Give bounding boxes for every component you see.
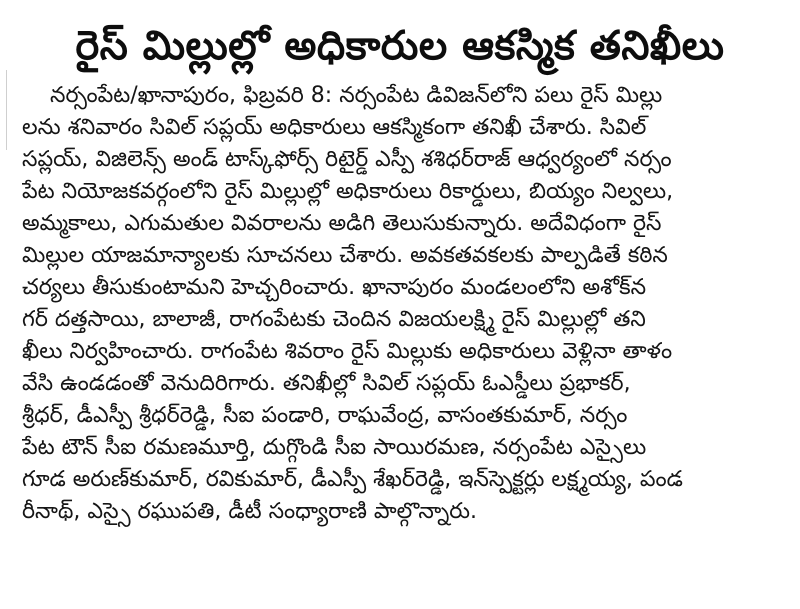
body-line: ఖీలు నిర్వహించారు. రాగంపేట శివరాం రైస్ మిల్లుకు అధికారులు వెళ్లినా తాళం bbox=[22, 339, 673, 364]
column-rule bbox=[6, 70, 7, 150]
article-headline: రైస్ మిల్లుల్లో అధికారుల ఆకస్మిక తనిఖీలు bbox=[75, 23, 725, 69]
body-line: వేసి ఉండడంతో వెనుదిరిగారు. తనిఖీల్లో సివిల్ సప్లయ్ ఓఎస్డీలు ప్రభాకర్, bbox=[22, 371, 631, 396]
body-line: రీనాథ్, ఎస్సై రఘుపతి, డీటీ సంధ్యారాణి పాల్గొన్నారు. bbox=[22, 499, 477, 524]
body-line: మిల్లుల యాజమాన్యాలకు సూచనలు చేశారు. అవకతవకలకు పాల్పడితే కఠిన bbox=[22, 243, 668, 268]
body-line: శ్రీధర్, డీఎస్పీ శ్రీధర్‌రెడ్డి, సీఐ పండారి, రాఘవేంద్ర, వాసంతకుమార్, నర్సం bbox=[22, 403, 628, 428]
body-line: అమ్మకాలు, ఎగుమతుల వివరాలను అడిగి తెలుసుకున్నారు. అదేవిధంగా రైస్ bbox=[22, 211, 662, 236]
body-line: గూడ అరుణ్‌కుమార్, రవికుమార్, డీఎస్పీ శేఖర్‌రెడ్డి, ఇన్‌స్పెక్టర్లు లక్ష్మయ్య, పండ bbox=[22, 467, 683, 492]
body-line: లను శనివారం సివిల్ సప్లయ్ అధికారులు ఆకస్మికంగా తనిఖీ చేశారు. సివిల్ bbox=[22, 115, 647, 140]
body-line: చర్యలు తీసుకుంటామని హెచ్చరించారు. ఖానాపురం మండలంలోని అశోక్‌న bbox=[22, 275, 647, 300]
body-line: సప్లయ్, విజిలెన్స్ అండ్ టాస్క్‌ఫోర్స్ రిటైర్డ్ ఎస్పీ శశిధర్‌రాజ్ ఆధ్వర్యంలో నర్సం bbox=[22, 147, 672, 172]
body-line: నర్సంపేట/ఖానాపురం, ఫిబ్రవరి 8: నర్సంపేట డివిజన్‌లోని పలు రైస్ మిల్లు bbox=[50, 83, 663, 108]
body-line: గర్ దత్తసాయి, బాలాజీ, రాగంపేటకు చెందిన విజయలక్ష్మి రైస్ మిల్లుల్లో తని bbox=[22, 307, 646, 332]
body-line: పేట టౌన్ సీఐ రమణమూర్తి, దుగ్గొండి సీఐ సాయిరమణ, నర్సంపేట ఎస్సైలు bbox=[22, 435, 647, 460]
article-body bbox=[22, 80, 782, 528]
body-line: పేట నియోజకవర్గంలోని రైస్ మిల్లుల్లో అధికారులు రికార్డులు, బియ్యం నిల్వలు, bbox=[22, 179, 674, 204]
